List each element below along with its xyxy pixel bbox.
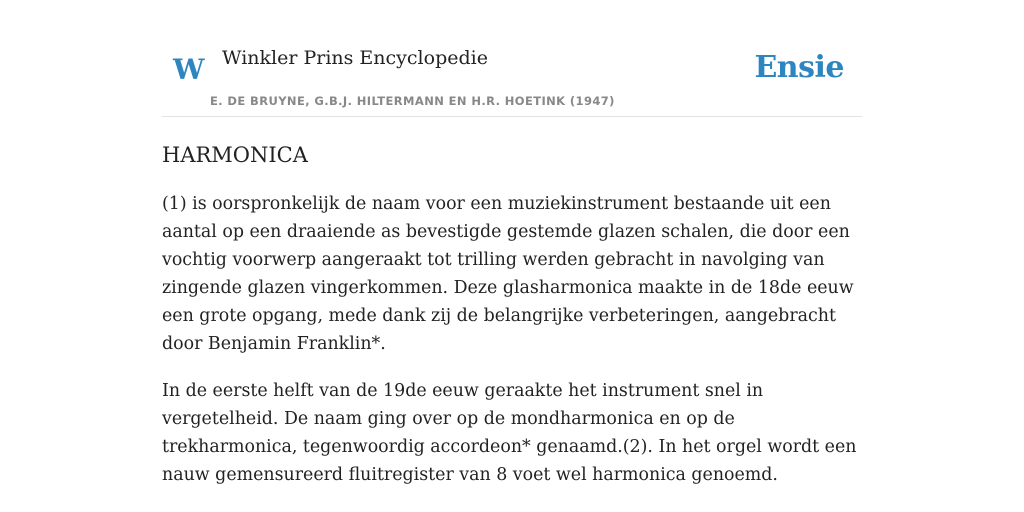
authors-line: E. DE BRUYNE, G.B.J. HILTERMANN EN H.R. HOETINK (1947) <box>210 94 615 108</box>
article-paragraph: (1) is oorspronkelijk de naam voor een muziekinstrument bestaande uit een aantal op een draaiende as bevestigde gestemde glazen schalen, die door een vochtig voorwerp aangeraakt tot trilling werden gebracht in navolging van zingende glazen vingerkommen. Deze glasharmonica maakte in de 18de eeuw een grote opgang, mede dank zij de belangrijke verbeteringen, aangebracht door Benjamin Franklin*. <box>162 194 854 354</box>
ensie-brand-logo[interactable]: Ensie <box>754 50 844 85</box>
article-headword: HARMONICA <box>162 143 308 167</box>
encyclopedia-title[interactable]: Winkler Prins Encyclopedie <box>222 47 488 69</box>
encyclopedia-logo[interactable]: W <box>173 53 205 86</box>
article <box>162 138 862 508</box>
header <box>162 0 862 117</box>
article-paragraph: In de eerste helft van de 19de eeuw geraakte het instrument snel in vergetelheid. De naam ging over op de mondharmonica en op de trekharmonica, tegenwoordig accordeon* genaamd.(2). In het orgel wordt een nauw gemensureerd fluitregister van 8 voet wel harmonica genoemd. <box>162 381 857 485</box>
